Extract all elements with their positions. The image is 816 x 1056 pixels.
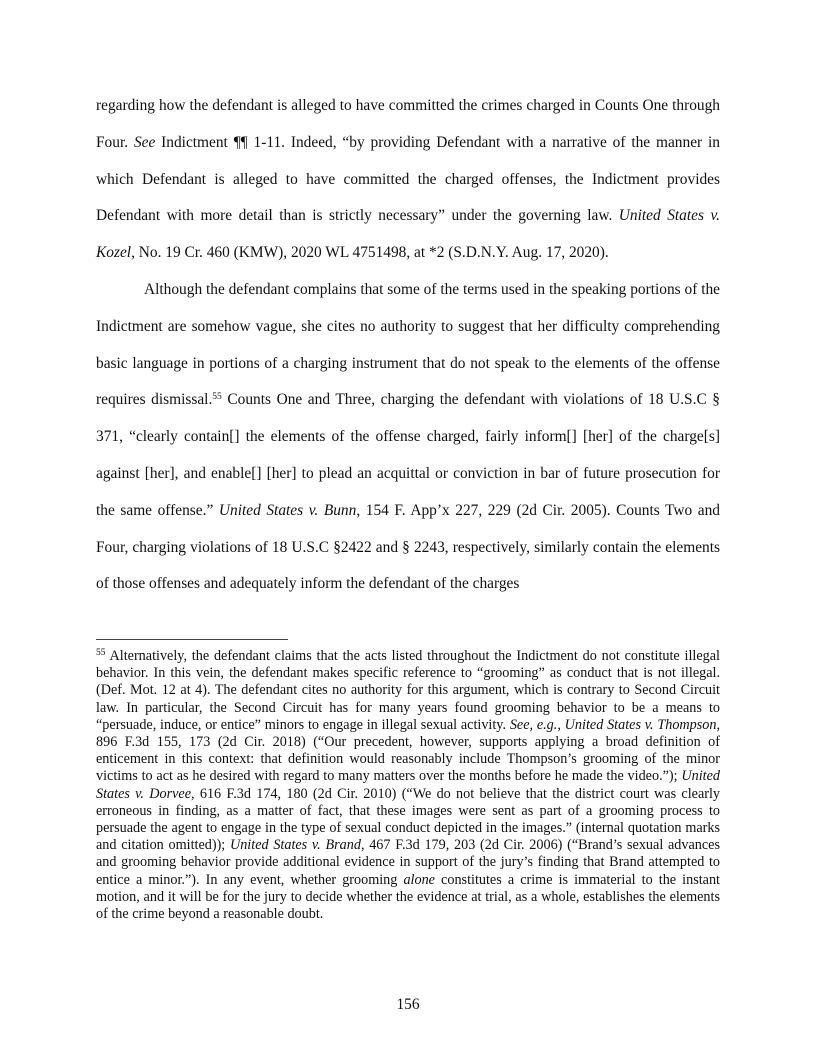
footnote-separator	[96, 639, 288, 640]
footnote-text-d: , 616 F.3d 174, 180 (2d Cir. 2010) (“We do not believe that the district court was clearly erroneous in finding, as a matter of fact, that these images were sent as part of a grooming process to persuade the agent to engage in the type of sexual conduct depicted in the images.” (internal quotation marks and citation omitted));	[96, 785, 721, 854]
case-name-kozel: United States v. Kozel	[96, 207, 720, 262]
paragraph-2-text-a: Although the defendant complains that some of the terms used in the speaking portions of the Indictment are somehow vague, she cites no authority to suggest that her difficulty comprehending basic language in portions of a charging instrument that do not speak to the elements of the offense requires dismissal.	[96, 280, 720, 409]
paragraph-2-text-c: , 154 F. App’x 227, 229 (2d Cir. 2005). Counts Two and Four, charging violations of 18 U.S.C §2422 and § 2243, respectively, similarly contain the elements of those offenses and adequately inform the defendant of the charges	[96, 501, 721, 593]
footnote-text-f: constitutes a crime is immaterial to the instant motion, and it will be for the jury to decide whether the evidence at trial, as a whole, establishes the elements of the crime beyond a reasonable doubt.	[96, 871, 720, 923]
footnote-text-c: , 896 F.3d 155, 173 (2d Cir. 2018) (“Our precedent, however, supports applying a broad definition of enticement in this context: that definition would reasonably include Thompson’s grooming of the minor victims to act as he desired with regard to many matters over the months before he made the video.”);	[96, 716, 721, 785]
page-number: 156	[396, 996, 420, 1013]
body-text	[96, 88, 720, 603]
case-name-brand: United States v. Brand	[229, 837, 361, 854]
signal-see: See	[133, 133, 156, 151]
footnote-text-b: ,	[557, 716, 565, 733]
signal-see-eg: See, e.g.	[509, 716, 558, 733]
emphasis-alone: alone	[403, 871, 435, 888]
footnote-55	[96, 648, 720, 923]
footnote-text-a: Alternatively, the defendant claims that the acts listed throughout the Indictment do not constitute illegal behavior. In this vein, the defendant makes specific reference to “grooming” as conduct that is not illegal. (Def. Mot. 12 at 4). The defendant cites no authority for this argument, which is contrary to Second Circuit law. In particular, the Second Circuit has for many years found grooming behavior to be a means to “persuade, induce, or entice” minors to engage in illegal sexual activity.	[96, 648, 720, 733]
paragraph-2	[96, 272, 720, 603]
paragraph-1	[96, 88, 720, 272]
paragraph-1-text-a: regarding how the defendant is alleged to have committed the crimes charged in Counts One through Four.	[96, 97, 720, 151]
case-name-dorvee: United States v. Dorvee	[96, 768, 720, 802]
paragraph-1-text-b: Indictment ¶¶ 1-11. Indeed, “by providing Defendant with a narrative of the manner in which Defendant is alleged to have committed the charged offenses, the Indictment provides Defendant with more detail than is strictly necessary” under the governing law.	[96, 133, 720, 225]
paragraph-1-text-c: , No. 19 Cr. 460 (KMW), 2020 WL 4751498, at *2 (S.D.N.Y. Aug. 17, 2020).	[131, 244, 609, 262]
paragraph-2-text-b: Counts One and Three, charging the defendant with violations of 18 U.S.C § 371, “clearly contain[] the elements of the offense charged, fairly inform[] [her] of the charge[s] against [her], and enable[] [her] to plead an acquittal or conviction in bar of future prosecution for the same offense.”	[96, 391, 720, 519]
footnote-text-e: , 467 F.3d 179, 203 (2d Cir. 2006) (“Brand’s sexual advances and grooming behavior provide additional evidence in support of the jury’s finding that Brand attempted to entice a minor.”). In any event, whether grooming	[96, 837, 720, 888]
footnote-reference: 55	[212, 392, 222, 403]
case-name-bunn: United States v. Bunn	[218, 501, 357, 519]
case-name-thompson: United States v. Thompson	[564, 716, 717, 733]
footnote-number: 55	[96, 648, 106, 658]
